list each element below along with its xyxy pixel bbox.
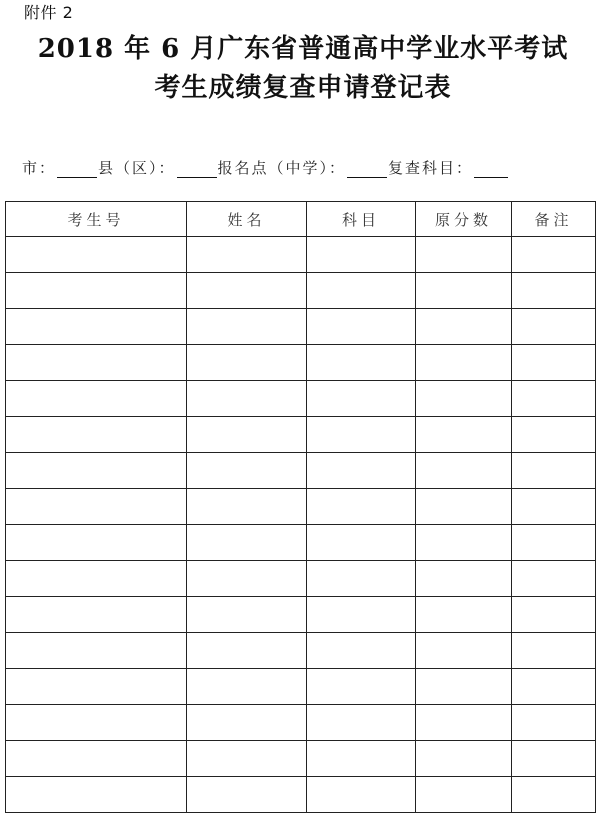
remarks-cell[interactable] — [512, 525, 596, 561]
attachment-label: 附件 2 — [24, 3, 74, 22]
subject-cell[interactable] — [307, 309, 416, 345]
county-blank-field[interactable] — [177, 159, 217, 178]
candidate-number-cell[interactable] — [6, 237, 187, 273]
table-row — [6, 561, 596, 597]
subject-cell[interactable] — [307, 561, 416, 597]
name-cell[interactable] — [187, 417, 307, 453]
candidate-number-cell[interactable] — [6, 705, 187, 741]
candidate-number-cell[interactable] — [6, 273, 187, 309]
review-subject-blank-field[interactable] — [474, 159, 508, 178]
table-row — [6, 417, 596, 453]
remarks-cell[interactable] — [512, 309, 596, 345]
name-cell[interactable] — [187, 489, 307, 525]
table-row — [6, 237, 596, 273]
table-row — [6, 345, 596, 381]
name-cell[interactable] — [187, 597, 307, 633]
subject-cell[interactable] — [307, 669, 416, 705]
table-row — [6, 273, 596, 309]
original-score-cell[interactable] — [416, 741, 512, 777]
original-score-cell[interactable] — [416, 633, 512, 669]
table-row — [6, 453, 596, 489]
review-subject-label: 复查科目： — [388, 159, 474, 177]
name-cell[interactable] — [187, 237, 307, 273]
subject-cell[interactable] — [307, 633, 416, 669]
candidate-number-cell[interactable] — [6, 669, 187, 705]
candidate-number-cell[interactable] — [6, 345, 187, 381]
remarks-cell[interactable] — [512, 705, 596, 741]
original-score-cell[interactable] — [416, 669, 512, 705]
subject-cell[interactable] — [307, 345, 416, 381]
candidate-number-cell[interactable] — [6, 597, 187, 633]
original-score-cell[interactable] — [416, 777, 512, 813]
remarks-cell[interactable] — [512, 741, 596, 777]
remarks-cell[interactable] — [512, 237, 596, 273]
county-label: 县（区）： — [98, 159, 176, 177]
table-row — [6, 741, 596, 777]
remarks-cell[interactable] — [512, 381, 596, 417]
page-subtitle: 考生成绩复查申请登记表 — [154, 73, 452, 103]
table-row — [6, 777, 596, 813]
registration-center-blank-field[interactable] — [347, 159, 387, 178]
remarks-cell[interactable] — [512, 453, 596, 489]
remarks-cell[interactable] — [512, 777, 596, 813]
table-header-row — [6, 202, 596, 237]
subject-cell[interactable] — [307, 381, 416, 417]
remarks-cell[interactable] — [512, 633, 596, 669]
original-score-cell[interactable] — [416, 417, 512, 453]
candidate-number-cell[interactable] — [6, 741, 187, 777]
subject-cell[interactable] — [307, 273, 416, 309]
name-cell[interactable] — [187, 273, 307, 309]
subject-cell[interactable] — [307, 741, 416, 777]
remarks-cell[interactable] — [512, 417, 596, 453]
candidate-number-cell[interactable] — [6, 525, 187, 561]
remarks-cell[interactable] — [512, 669, 596, 705]
header-name: 姓名 — [187, 202, 307, 237]
applicant-info-line — [22, 154, 584, 178]
name-cell[interactable] — [187, 453, 307, 489]
original-score-cell[interactable] — [416, 273, 512, 309]
original-score-cell[interactable] — [416, 561, 512, 597]
subject-cell[interactable] — [307, 705, 416, 741]
name-cell[interactable] — [187, 345, 307, 381]
subject-cell[interactable] — [307, 777, 416, 813]
original-score-cell[interactable] — [416, 705, 512, 741]
candidate-number-cell[interactable] — [6, 561, 187, 597]
remarks-cell[interactable] — [512, 597, 596, 633]
table-body — [6, 237, 596, 813]
table-row — [6, 489, 596, 525]
name-cell[interactable] — [187, 633, 307, 669]
name-cell[interactable] — [187, 561, 307, 597]
subject-cell[interactable] — [307, 597, 416, 633]
name-cell[interactable] — [187, 741, 307, 777]
original-score-cell[interactable] — [416, 453, 512, 489]
table-row — [6, 381, 596, 417]
candidate-number-cell[interactable] — [6, 633, 187, 669]
candidate-number-cell[interactable] — [6, 417, 187, 453]
original-score-cell[interactable] — [416, 237, 512, 273]
candidate-number-cell[interactable] — [6, 777, 187, 813]
registration-center-label: 报名点（中学）： — [217, 159, 347, 177]
name-cell[interactable] — [187, 525, 307, 561]
name-cell[interactable] — [187, 705, 307, 741]
header-subject: 科目 — [307, 202, 416, 237]
subject-cell[interactable] — [307, 489, 416, 525]
candidate-number-cell[interactable] — [6, 309, 187, 345]
city-label: 市： — [22, 159, 57, 177]
table-row — [6, 597, 596, 633]
city-blank-field[interactable] — [57, 159, 97, 178]
page-title: 2018 年 6 月广东省普通高中学业水平考试 — [37, 34, 569, 64]
name-cell[interactable] — [187, 381, 307, 417]
header-remarks: 备注 — [512, 202, 596, 237]
subject-cell[interactable] — [307, 453, 416, 489]
candidate-number-cell[interactable] — [6, 381, 187, 417]
subject-cell[interactable] — [307, 525, 416, 561]
candidate-number-cell[interactable] — [6, 489, 187, 525]
original-score-cell[interactable] — [416, 525, 512, 561]
table-row — [6, 525, 596, 561]
original-score-cell[interactable] — [416, 381, 512, 417]
remarks-cell[interactable] — [512, 273, 596, 309]
original-score-cell[interactable] — [416, 309, 512, 345]
remarks-cell[interactable] — [512, 345, 596, 381]
header-candidate-number: 考生号 — [6, 202, 187, 237]
remarks-cell[interactable] — [512, 561, 596, 597]
original-score-cell[interactable] — [416, 489, 512, 525]
header-original-score: 原分数 — [416, 202, 512, 237]
name-cell[interactable] — [187, 777, 307, 813]
table-row — [6, 633, 596, 669]
candidate-number-cell[interactable] — [6, 453, 187, 489]
table-row — [6, 669, 596, 705]
remarks-cell[interactable] — [512, 489, 596, 525]
subject-cell[interactable] — [307, 237, 416, 273]
original-score-cell[interactable] — [416, 597, 512, 633]
table-row — [6, 705, 596, 741]
subject-cell[interactable] — [307, 417, 416, 453]
registration-table — [5, 201, 596, 813]
name-cell[interactable] — [187, 309, 307, 345]
name-cell[interactable] — [187, 669, 307, 705]
table-row — [6, 309, 596, 345]
original-score-cell[interactable] — [416, 345, 512, 381]
